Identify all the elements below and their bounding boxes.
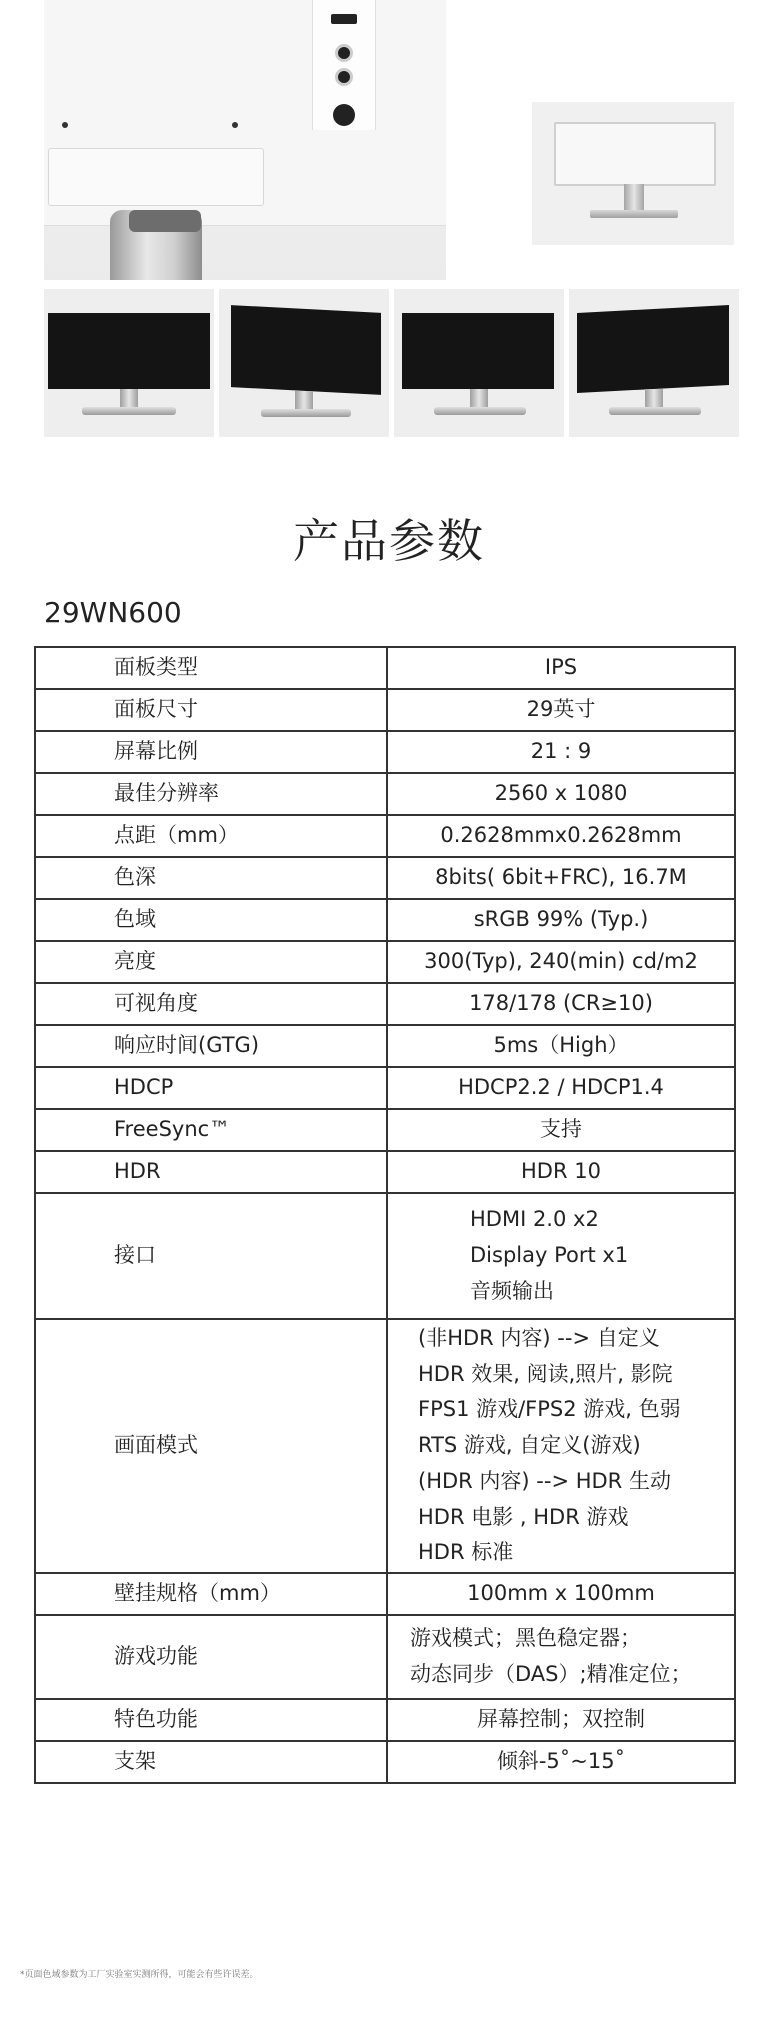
spec-value: 0.2628mmx0.2628mm: [387, 815, 735, 857]
spec-value-line: RTS 游戏, 自定义(游戏): [418, 1433, 641, 1458]
spec-value: 屏幕控制；双控制: [387, 1699, 735, 1741]
spec-label: 色深: [35, 857, 387, 899]
spec-value: 支持: [387, 1109, 735, 1151]
spec-value-line: (HDR 内容) --> HDR 生动: [418, 1468, 671, 1493]
table-row: [35, 689, 735, 731]
table-row: [35, 731, 735, 773]
spec-value-lines: [387, 1319, 735, 1573]
spec-value-line: FPS1 游戏/FPS2 游戏, 色弱: [418, 1397, 681, 1422]
spec-value: 29英寸: [387, 689, 735, 731]
product-angle-thumbnail: [569, 289, 739, 437]
spec-value-lines: [387, 1193, 735, 1319]
port-jack: [335, 68, 353, 86]
spec-label: 特色功能: [35, 1699, 387, 1741]
spec-value: HDR 10: [387, 1151, 735, 1193]
spec-label: 亮度: [35, 941, 387, 983]
table-row: [35, 1151, 735, 1193]
spec-label: 最佳分辨率: [35, 773, 387, 815]
spec-value: 100mm x 100mm: [387, 1573, 735, 1615]
spec-label: 可视角度: [35, 983, 387, 1025]
spec-label: 支架: [35, 1741, 387, 1783]
spec-label: HDR: [35, 1151, 387, 1193]
spec-value: IPS: [387, 647, 735, 689]
spec-value-line: 音频输出: [470, 1278, 554, 1303]
table-row: [35, 1067, 735, 1109]
section-title: 产品参数: [293, 514, 485, 568]
spec-value-line: Display Port x1: [470, 1243, 629, 1268]
spec-value-line: 动态同步（DAS）;精准定位；: [410, 1662, 692, 1686]
spec-value: sRGB 99% (Typ.): [387, 899, 735, 941]
spec-value-line: HDR 标准: [418, 1540, 514, 1565]
spec-value-line: HDMI 2.0 x2: [470, 1207, 599, 1232]
label-plate: [48, 148, 264, 206]
spec-value-line: HDR 效果, 阅读,照片, 影院: [418, 1361, 673, 1386]
spec-label: 屏幕比例: [35, 731, 387, 773]
table-row: [35, 1193, 735, 1319]
spec-label: 接口: [35, 1193, 387, 1319]
spec-value: 300(Typ), 240(min) cd/m2: [387, 941, 735, 983]
spec-value: 5ms（High）: [387, 1025, 735, 1067]
spec-label: 色域: [35, 899, 387, 941]
table-row: [35, 815, 735, 857]
table-row: [35, 1699, 735, 1741]
table-row: [35, 1741, 735, 1783]
spec-label: HDCP: [35, 1067, 387, 1109]
port-strip: [312, 0, 376, 130]
spec-value: 178/178 (CR≥10): [387, 983, 735, 1025]
footnote: *页面色域参数为工厂实验室实测所得，可能会有些许误差。: [20, 1970, 259, 1980]
spec-label: 画面模式: [35, 1319, 387, 1573]
table-row: [35, 941, 735, 983]
product-angle-thumbnail: [219, 289, 389, 437]
spec-label: 面板尺寸: [35, 689, 387, 731]
spec-value-line: (非HDR 内容) --> 自定义: [418, 1326, 660, 1351]
stand-cap: [129, 210, 201, 232]
table-row: [35, 899, 735, 941]
power-port: [333, 104, 355, 126]
spec-value-line: 游戏模式；黑色稳定器；: [410, 1626, 641, 1651]
screw: [62, 122, 68, 128]
spec-value-lines: [387, 1615, 735, 1699]
model-number: 29WN600: [44, 596, 182, 629]
table-row: [35, 773, 735, 815]
product-back-thumbnail: [532, 102, 734, 245]
spec-value: 倾斜-5˚~15˚: [387, 1741, 735, 1783]
table-row: [35, 1025, 735, 1067]
table-row: [35, 1615, 735, 1699]
spec-value: 2560 x 1080: [387, 773, 735, 815]
table-row: [35, 1573, 735, 1615]
spec-label: FreeSync™: [35, 1109, 387, 1151]
table-row: [35, 1109, 735, 1151]
spec-table: [34, 646, 736, 1784]
spec-label: 点距（mm）: [35, 815, 387, 857]
spec-value-line: HDR 电影 , HDR 游戏: [418, 1504, 629, 1529]
table-row: [35, 1319, 735, 1573]
hdmi-port: [331, 14, 357, 24]
spec-label: 面板类型: [35, 647, 387, 689]
spec-value: 21 : 9: [387, 731, 735, 773]
product-front-thumbnail: [44, 289, 214, 437]
table-row: [35, 857, 735, 899]
port-jack: [335, 44, 353, 62]
product-back-photo: [44, 0, 446, 280]
product-angle-thumbnail: [394, 289, 564, 437]
spec-value: 8bits( 6bit+FRC), 16.7M: [387, 857, 735, 899]
spec-label: 响应时间(GTG): [35, 1025, 387, 1067]
table-row: [35, 983, 735, 1025]
spec-label: 壁挂规格（mm）: [35, 1573, 387, 1615]
table-row: [35, 647, 735, 689]
screw: [232, 122, 238, 128]
spec-label: 游戏功能: [35, 1615, 387, 1699]
spec-value: HDCP2.2 / HDCP1.4: [387, 1067, 735, 1109]
